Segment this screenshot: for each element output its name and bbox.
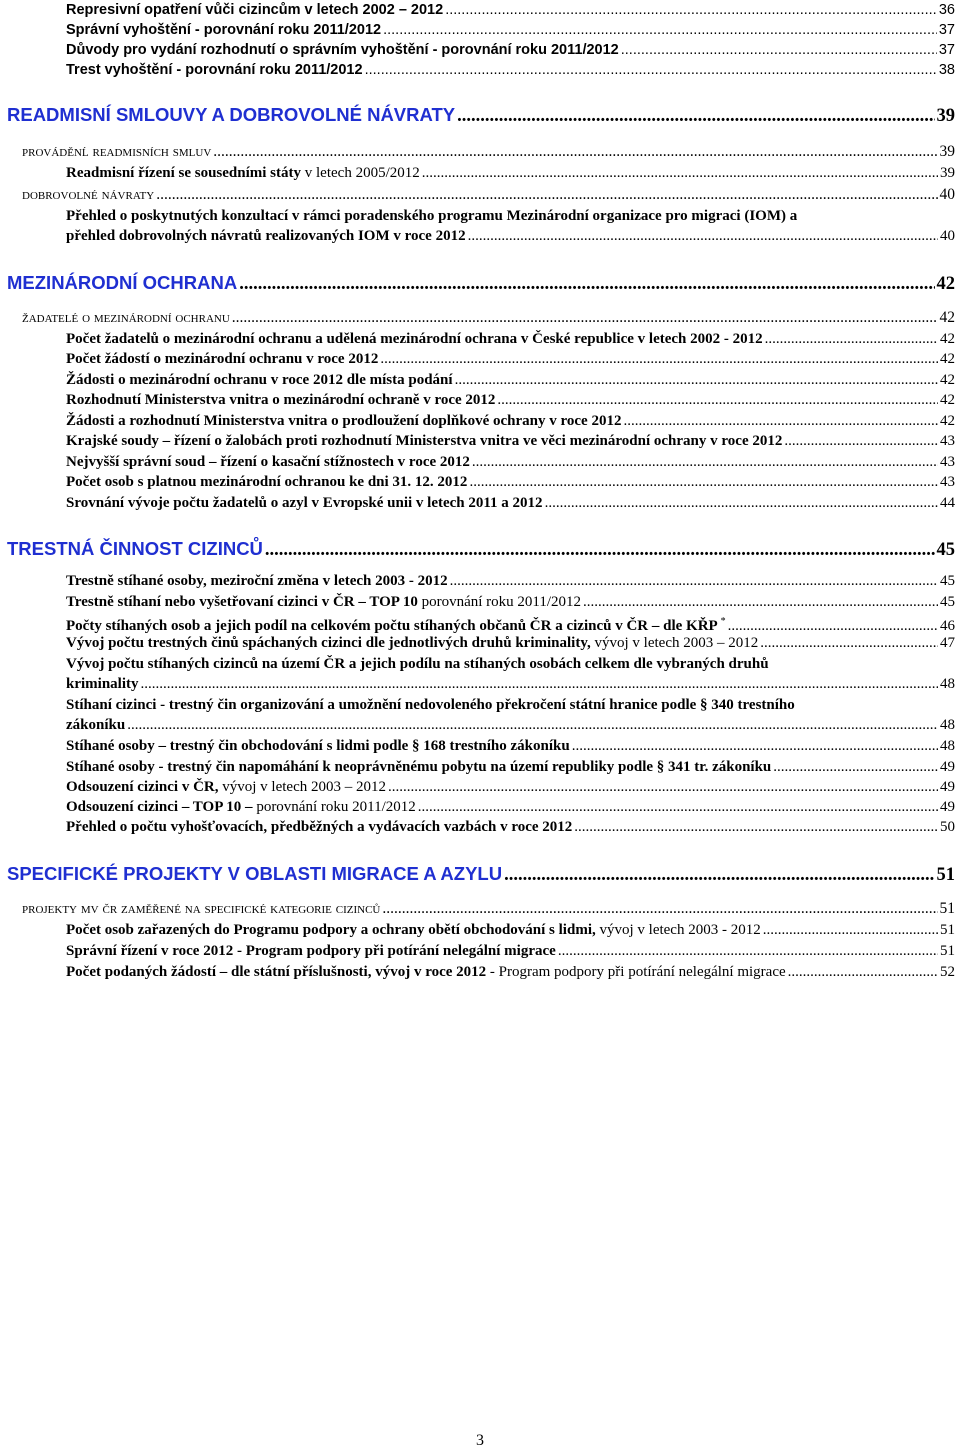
dot-leader bbox=[455, 370, 938, 390]
toc-entry[interactable] bbox=[66, 20, 955, 40]
toc-entry-text: Žádosti a rozhodnutí Ministerstva vnitra o prodloužení doplňkové ochrany v roce 2012 bbox=[66, 413, 622, 429]
toc-page-number: 39 bbox=[940, 165, 955, 181]
toc-page-number: 42 bbox=[939, 309, 955, 326]
toc-page-number: 43 bbox=[940, 474, 955, 490]
dot-leader bbox=[497, 390, 938, 410]
toc-entry[interactable] bbox=[66, 206, 955, 246]
toc-entry-text: Přehled o počtu vyhošťovacích, předběžných a vydávacích vazbách v roce 2012 bbox=[66, 819, 573, 835]
toc-page-number: 51 bbox=[939, 900, 955, 917]
section-title: SPECIFICKÉ PROJEKTY V OBLASTI MIGRACE A AZYLU bbox=[7, 863, 503, 884]
toc-page-number: 42 bbox=[940, 351, 955, 367]
dot-leader bbox=[380, 349, 938, 369]
toc-entry-text: Vývoj počtu trestných činů spáchaných cizinci dle jednotlivých druhů kriminality, vývoj v letech 2003 – 2012 bbox=[66, 635, 759, 651]
dot-leader bbox=[383, 20, 937, 40]
subsection-title: dobrovolné návraty bbox=[22, 186, 155, 203]
dot-leader bbox=[141, 674, 938, 694]
toc-entry-text: Žádosti o mezinárodní ochranu v roce 2012 dle místa podání bbox=[66, 372, 453, 388]
dot-leader bbox=[365, 60, 937, 80]
toc-entry[interactable] bbox=[66, 370, 955, 390]
toc-entry-text: Počet osob zařazených do Programu podpory a ochrany obětí obchodování s lidmi, vývoj v letech 2003 - 2012 bbox=[66, 922, 761, 938]
dot-leader bbox=[623, 411, 938, 431]
toc-entry-text: Počet podaných žádostí – dle státní příslušnosti, vývoj v roce 2012 - Program podpory při potírání nelegální migrace bbox=[66, 964, 786, 980]
toc-page-number: 48 bbox=[940, 676, 955, 692]
toc-entry[interactable] bbox=[66, 0, 955, 20]
toc-entry-text: zákoníku bbox=[66, 717, 126, 733]
toc-section-heading[interactable] bbox=[7, 103, 955, 128]
toc-entry-text: Srovnání vývoje počtu žadatelů o azyl v Evropské unii v letech 2011 a 2012 bbox=[66, 495, 543, 511]
dot-leader bbox=[388, 777, 938, 797]
toc-entry-text: Odsouzení cizinci v ČR, vývoj v letech 2003 – 2012 bbox=[66, 779, 386, 795]
dot-leader bbox=[445, 0, 937, 20]
toc-page-number: 46 bbox=[940, 618, 955, 634]
dot-leader bbox=[763, 920, 938, 940]
toc-entry[interactable] bbox=[66, 60, 955, 80]
toc-section-heading[interactable] bbox=[7, 862, 955, 887]
toc-page-number: 49 bbox=[940, 779, 955, 795]
dot-leader bbox=[213, 142, 937, 162]
toc-entry-text: Důvody pro vydání rozhodnutí o správním vyhoštění - porovnání roku 2011/2012 bbox=[66, 42, 619, 58]
toc-entry-text: Stíhané osoby – trestný čin obchodování s lidmi podle § 168 trestního zákoníku bbox=[66, 738, 570, 754]
toc-entry[interactable] bbox=[66, 633, 955, 653]
toc-page-number: 51 bbox=[936, 865, 955, 885]
dot-leader bbox=[422, 163, 938, 183]
toc-entry[interactable] bbox=[66, 452, 955, 472]
toc-subsection[interactable] bbox=[22, 185, 955, 205]
dot-leader bbox=[418, 797, 938, 817]
toc-entry[interactable] bbox=[66, 817, 955, 837]
toc-page-number: 52 bbox=[940, 964, 955, 980]
dot-leader bbox=[784, 431, 938, 451]
toc-entry-text: Vývoj počtu stíhaných cizinců na území ČR a jejich podílu na stíhaných osobách celkem dle vybraných druhů bbox=[66, 656, 769, 672]
toc-page-number: 49 bbox=[940, 799, 955, 815]
toc-entry-text: Trestně stíhaní nebo vyšetřovaní cizinci v ČR – TOP 10 porovnání roku 2011/2012 bbox=[66, 594, 582, 610]
toc-page-number: 44 bbox=[940, 495, 955, 511]
toc-entry[interactable] bbox=[66, 431, 955, 451]
toc-page-number: 40 bbox=[940, 228, 955, 244]
dot-leader bbox=[232, 308, 938, 328]
toc-page-number: 45 bbox=[936, 540, 955, 560]
dot-leader bbox=[504, 863, 934, 887]
subsection-title: žadatelé o mezinárodní ochranu bbox=[22, 309, 230, 326]
toc-entry[interactable] bbox=[66, 493, 955, 513]
toc-entry-text: Krajské soudy – řízení o žalobách proti rozhodnutí Ministerstva vnitra ve věci mezinárodní ochrany v roce 2012 bbox=[66, 433, 783, 449]
toc-subsection[interactable] bbox=[22, 142, 955, 162]
toc-entry[interactable] bbox=[66, 411, 955, 431]
dot-leader bbox=[760, 633, 938, 653]
toc-entry[interactable] bbox=[66, 920, 955, 940]
toc-entry-text: Přehled o poskytnutých konzultací v rámci poradenského programu Mezinárodní organizace pro migraci (IOM) a bbox=[66, 208, 798, 224]
toc-page-number: 42 bbox=[940, 372, 955, 388]
toc-entry-text: Správní řízení v roce 2012 - Program podpory při potírání nelegální migrace bbox=[66, 943, 556, 959]
toc-entry-text: Počet žádostí o mezinárodní ochranu v roce 2012 bbox=[66, 351, 379, 367]
toc-entry[interactable] bbox=[66, 736, 955, 756]
toc-entry-text: Stíhané osoby - trestný čin napomáhání k neoprávněnému pobytu na území republiky podle § 341 tr. zákoníku bbox=[66, 759, 772, 775]
toc-subsection[interactable] bbox=[22, 899, 955, 919]
toc-entry[interactable] bbox=[66, 349, 955, 369]
toc-page-number: 42 bbox=[936, 274, 955, 294]
toc-entry-text: Trestně stíhané osoby, meziroční změna v letech 2003 - 2012 bbox=[66, 573, 448, 589]
toc-page-number: 42 bbox=[940, 331, 955, 347]
toc-entry-text: Nejvyšší správní soud – řízení o kasační stížnostech v roce 2012 bbox=[66, 454, 470, 470]
toc-entry-text: Odsouzení cizinci – TOP 10 – porovnání roku 2011/2012 bbox=[66, 799, 416, 815]
dot-leader bbox=[457, 104, 934, 128]
toc-page-number: 43 bbox=[940, 433, 955, 449]
toc-page-number: 42 bbox=[940, 413, 955, 429]
toc-entry-text: Readmisní řízení se sousedními státy v letech 2005/2012 bbox=[66, 165, 420, 181]
toc-page-number: 49 bbox=[940, 759, 955, 775]
dot-leader bbox=[572, 736, 938, 756]
toc-entry-text: Trest vyhoštění - porovnání roku 2011/2012 bbox=[66, 62, 363, 78]
toc-page-number: 37 bbox=[938, 22, 955, 38]
toc-entry[interactable] bbox=[66, 329, 955, 349]
dot-leader bbox=[558, 941, 938, 961]
toc-page-number: 51 bbox=[940, 943, 955, 959]
dot-leader bbox=[127, 715, 938, 735]
toc-page-number: 38 bbox=[938, 62, 955, 78]
toc-page-number: 37 bbox=[938, 42, 955, 58]
toc-entry-text: Správní vyhoštění - porovnání roku 2011/2012 bbox=[66, 22, 382, 38]
toc-page-number: 42 bbox=[940, 392, 955, 408]
toc-section-heading[interactable] bbox=[7, 537, 955, 562]
toc-entry-text: Rozhodnutí Ministerstva vnitra o mezinárodní ochraně v roce 2012 bbox=[66, 392, 496, 408]
toc-page-number: 50 bbox=[940, 819, 955, 835]
toc-entry-text: Počet osob s platnou mezinárodní ochranou ke dni 31. 12. 2012 bbox=[66, 474, 468, 490]
toc-entry-text: kriminality bbox=[66, 676, 139, 692]
toc-page-number: 48 bbox=[940, 717, 955, 733]
toc-page-number: 43 bbox=[940, 454, 955, 470]
dot-leader bbox=[450, 571, 938, 591]
dot-leader bbox=[239, 272, 934, 296]
toc-entry[interactable] bbox=[66, 40, 955, 60]
toc-entry-text: přehled dobrovolných návratů realizovaných IOM v roce 2012 bbox=[66, 228, 466, 244]
toc-page-number: 47 bbox=[940, 635, 955, 651]
toc-entry[interactable] bbox=[66, 962, 955, 982]
toc-section-heading[interactable] bbox=[7, 271, 955, 296]
toc-entry[interactable] bbox=[66, 472, 955, 492]
dot-leader bbox=[773, 757, 938, 777]
toc-entry[interactable] bbox=[66, 757, 955, 777]
dot-leader bbox=[621, 40, 937, 60]
toc-entry-text: Počty stíhaných osob a jejich podíl na celkovém počtu stíhaných občanů ČR a cizinců v ČR – dle KŘP * bbox=[66, 616, 726, 634]
toc-entry[interactable] bbox=[66, 390, 955, 410]
toc-page-number: 45 bbox=[940, 594, 955, 610]
toc-entry[interactable] bbox=[66, 797, 955, 817]
toc-page-number: 51 bbox=[940, 922, 955, 938]
toc-entry[interactable] bbox=[66, 777, 955, 797]
toc-subsection[interactable] bbox=[22, 308, 955, 328]
dot-leader bbox=[574, 817, 938, 837]
dot-leader bbox=[788, 962, 938, 982]
section-title: TRESTNÁ ČINNOST CIZINCŮ bbox=[7, 538, 263, 559]
toc-page-number: 45 bbox=[940, 573, 955, 589]
dot-leader bbox=[472, 452, 938, 472]
page-number: 3 bbox=[476, 1432, 484, 1449]
toc-page-number: 39 bbox=[936, 106, 955, 126]
dot-leader bbox=[382, 899, 937, 919]
dot-leader bbox=[265, 538, 935, 562]
toc-entry-text: Stíhaní cizinci - trestný čin organizování a umožnění nedovoleného překročení státní hranice podle § 340 trestního bbox=[66, 697, 795, 713]
toc-page-number: 36 bbox=[938, 2, 955, 18]
toc-entry[interactable] bbox=[66, 654, 955, 694]
dot-leader bbox=[545, 493, 938, 513]
dot-leader bbox=[156, 185, 937, 205]
toc-entry-text: Represivní opatření vůči cizincům v letech 2002 – 2012 bbox=[66, 2, 444, 18]
toc-entry[interactable] bbox=[66, 163, 955, 183]
dot-leader bbox=[468, 226, 938, 246]
dot-leader bbox=[583, 592, 938, 612]
section-title: READMISNÍ SMLOUVY A DOBROVOLNÉ NÁVRATY bbox=[7, 104, 456, 125]
toc-entry[interactable] bbox=[66, 571, 955, 591]
section-title: MEZINÁRODNÍ OCHRANA bbox=[7, 272, 238, 293]
toc-page-number: 39 bbox=[939, 143, 955, 160]
toc-entry[interactable] bbox=[66, 592, 955, 612]
toc-entry-text: Počet žadatelů o mezinárodní ochranu a udělená mezinárodní ochrana v České republice v letech 2002 - 2012 bbox=[66, 331, 763, 347]
subsection-title: projekty mv čr zaměřené na specifické kategorie cizinců bbox=[22, 900, 381, 917]
subsection-title: prováděnĺ readmisních smluv bbox=[22, 143, 212, 160]
toc-entry[interactable] bbox=[66, 941, 955, 961]
toc-page-number: 48 bbox=[940, 738, 955, 754]
toc-page-number: 40 bbox=[939, 186, 955, 203]
dot-leader bbox=[765, 329, 938, 349]
dot-leader bbox=[469, 472, 938, 492]
toc-entry[interactable] bbox=[66, 695, 955, 735]
